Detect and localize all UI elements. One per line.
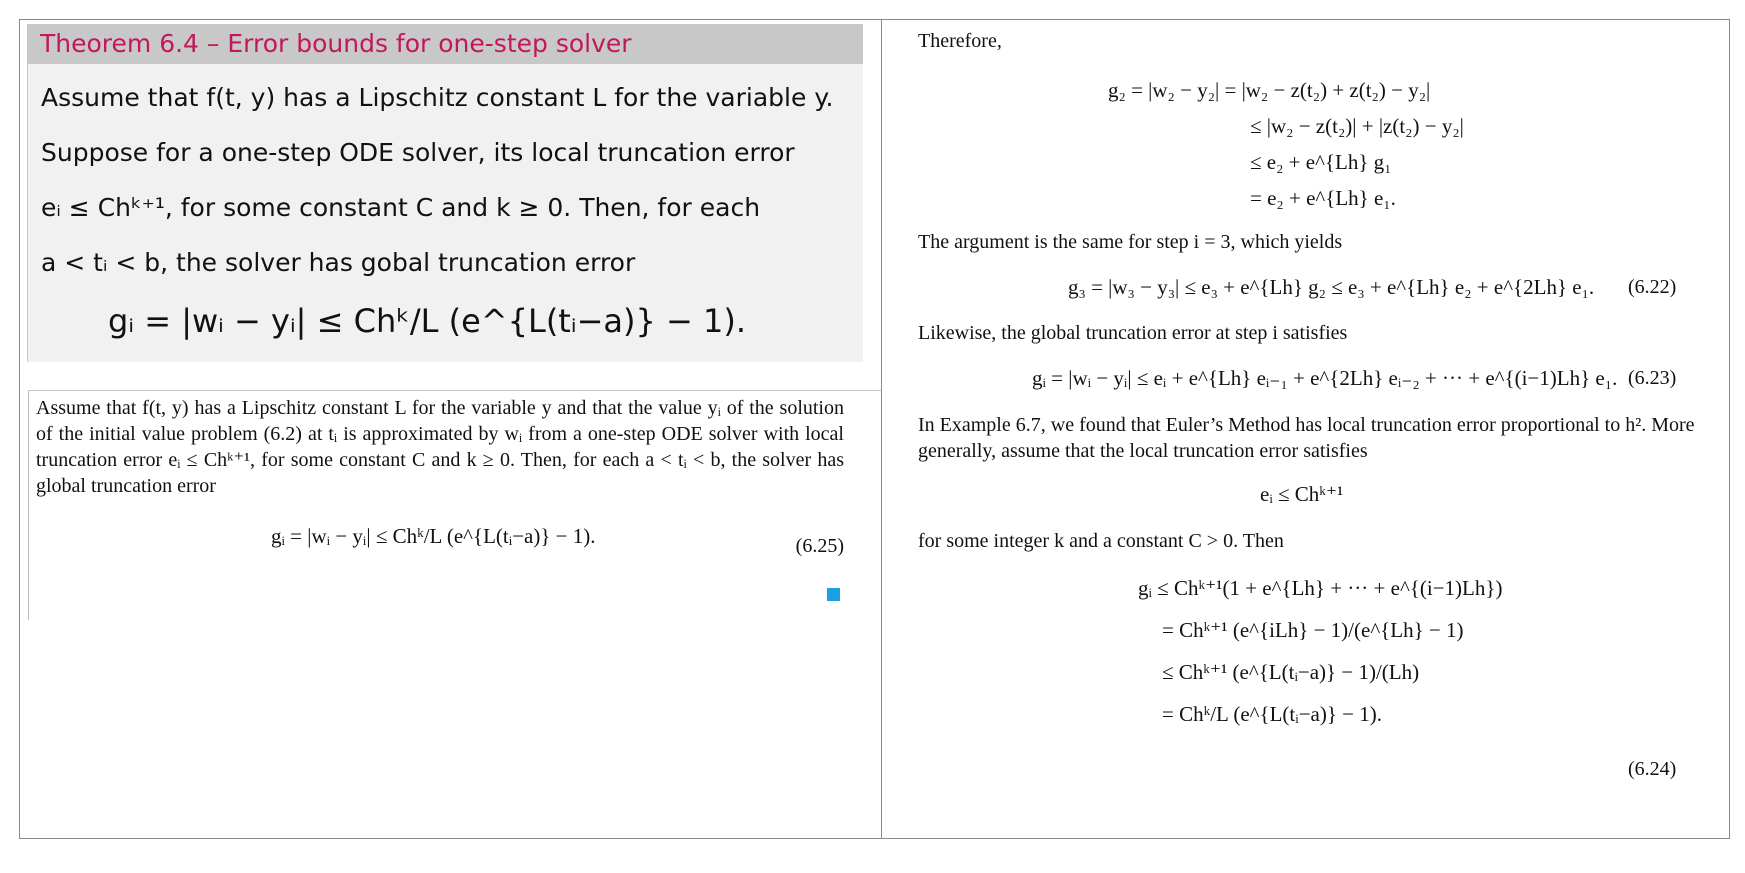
g2-row-2: ≤ |w₂ − z(t₂)| + |z(t₂) − y₂| [1250, 114, 1464, 138]
g3-equation-number: (6.22) [1628, 276, 1677, 298]
final-row-4: = Chᵏ/L (e^{L(tᵢ−a)} − 1). [1162, 702, 1383, 726]
theorem-line-3-text: eᵢ ≤ Chᵏ⁺¹, for some constant C and k ≥ 0. Then, for each [41, 193, 761, 222]
theorem-body [28, 64, 863, 340]
left-vertical-rule [28, 390, 29, 620]
step3-text: The argument is the same for step i = 3, which yields [918, 231, 1343, 253]
gi-equation: gᵢ = |wᵢ − yᵢ| ≤ eᵢ + e^{Lh} eᵢ₋₁ + e^{2Lh} eᵢ₋₂ + ··· + e^{(i−1)Lh} e₁. [1032, 366, 1618, 390]
therefore-text: Therefore, [918, 30, 1002, 52]
textbook-equation-number: (6.25) [795, 535, 844, 557]
g2-row-3: ≤ e₂ + e^{Lh} g₁ [1250, 150, 1392, 174]
theorem-line-3 [41, 180, 863, 235]
gi-equation-number: (6.23) [1628, 367, 1677, 389]
final-equation-number: (6.24) [1628, 758, 1677, 780]
integer-text: for some integer k and a constant C > 0. Then [918, 530, 1284, 552]
final-row-1: gᵢ ≤ Chᵏ⁺¹(1 + e^{Lh} + ··· + e^{(i−1)Lh}) [1138, 576, 1503, 600]
example-text: In Example 6.7, we found that Euler’s Method has local truncation error proportional to h². More generally, assume that the local truncation error satisfies [918, 414, 1695, 462]
g2-derivation [1108, 72, 1464, 216]
theorem-line-4 [41, 235, 863, 290]
theorem-title: Theorem 6.4 – Error bounds for one-step solver [28, 24, 863, 64]
textbook-paragraph: Assume that f(t, y) has a Lipschitz constant L for the variable y and that the value yᵢ of the solution of the initial value problem (6.2) at tᵢ is approximated by wᵢ from a one-step ODE solver with local truncation error eᵢ ≤ Chᵏ⁺¹, for some constant C and k ≥ 0. Then, for each a < tᵢ < b, the solver has global truncation error [36, 397, 844, 497]
textbook-statement [36, 395, 844, 585]
local-error-equation: eᵢ ≤ Chᵏ⁺¹ [1260, 482, 1344, 506]
likewise-text: Likewise, the global truncation error at step i satisfies [918, 322, 1348, 344]
theorem-line-1-text: Assume that f(t, y) has a Lipschitz constant L for the variable y. [41, 83, 834, 112]
textbook-equation: gᵢ = |wᵢ − yᵢ| ≤ Chᵏ/L (e^{L(tᵢ−a)} − 1). [271, 524, 596, 548]
final-row-2: = Chᵏ⁺¹ (e^{iLh} − 1)/(e^{Lh} − 1) [1162, 618, 1464, 642]
theorem-line-1 [41, 70, 863, 125]
theorem-line-4-text: a < tᵢ < b, the solver has gobal truncation error [41, 248, 636, 277]
final-derivation [1138, 570, 1502, 738]
qed-square-icon [827, 588, 840, 601]
final-row-3: ≤ Chᵏ⁺¹ (e^{L(tᵢ−a)} − 1)/(Lh) [1162, 660, 1420, 684]
g3-equation: g₃ = |w₃ − y₃| ≤ e₃ + e^{Lh} g₂ ≤ e₃ + e^{Lh} e₂ + e^{2Lh} e₁. [1068, 275, 1595, 299]
theorem-block [28, 24, 863, 362]
theorem-line-2-text: Suppose for a one-step ODE solver, its local truncation error [41, 138, 795, 167]
g2-row-1: g₂ = |w₂ − y₂| = |w₂ − z(t₂) + z(t₂) − y₂| [1108, 78, 1431, 102]
theorem-equation: gᵢ = |wᵢ − yᵢ| ≤ Chᵏ/L (e^{L(tᵢ−a)} − 1). [108, 302, 746, 340]
theorem-line-2 [41, 125, 863, 180]
column-divider [881, 19, 882, 839]
textbook-equation-row [36, 515, 844, 585]
g2-row-4: = e₂ + e^{Lh} e₁. [1250, 186, 1396, 210]
left-separator [28, 390, 881, 391]
